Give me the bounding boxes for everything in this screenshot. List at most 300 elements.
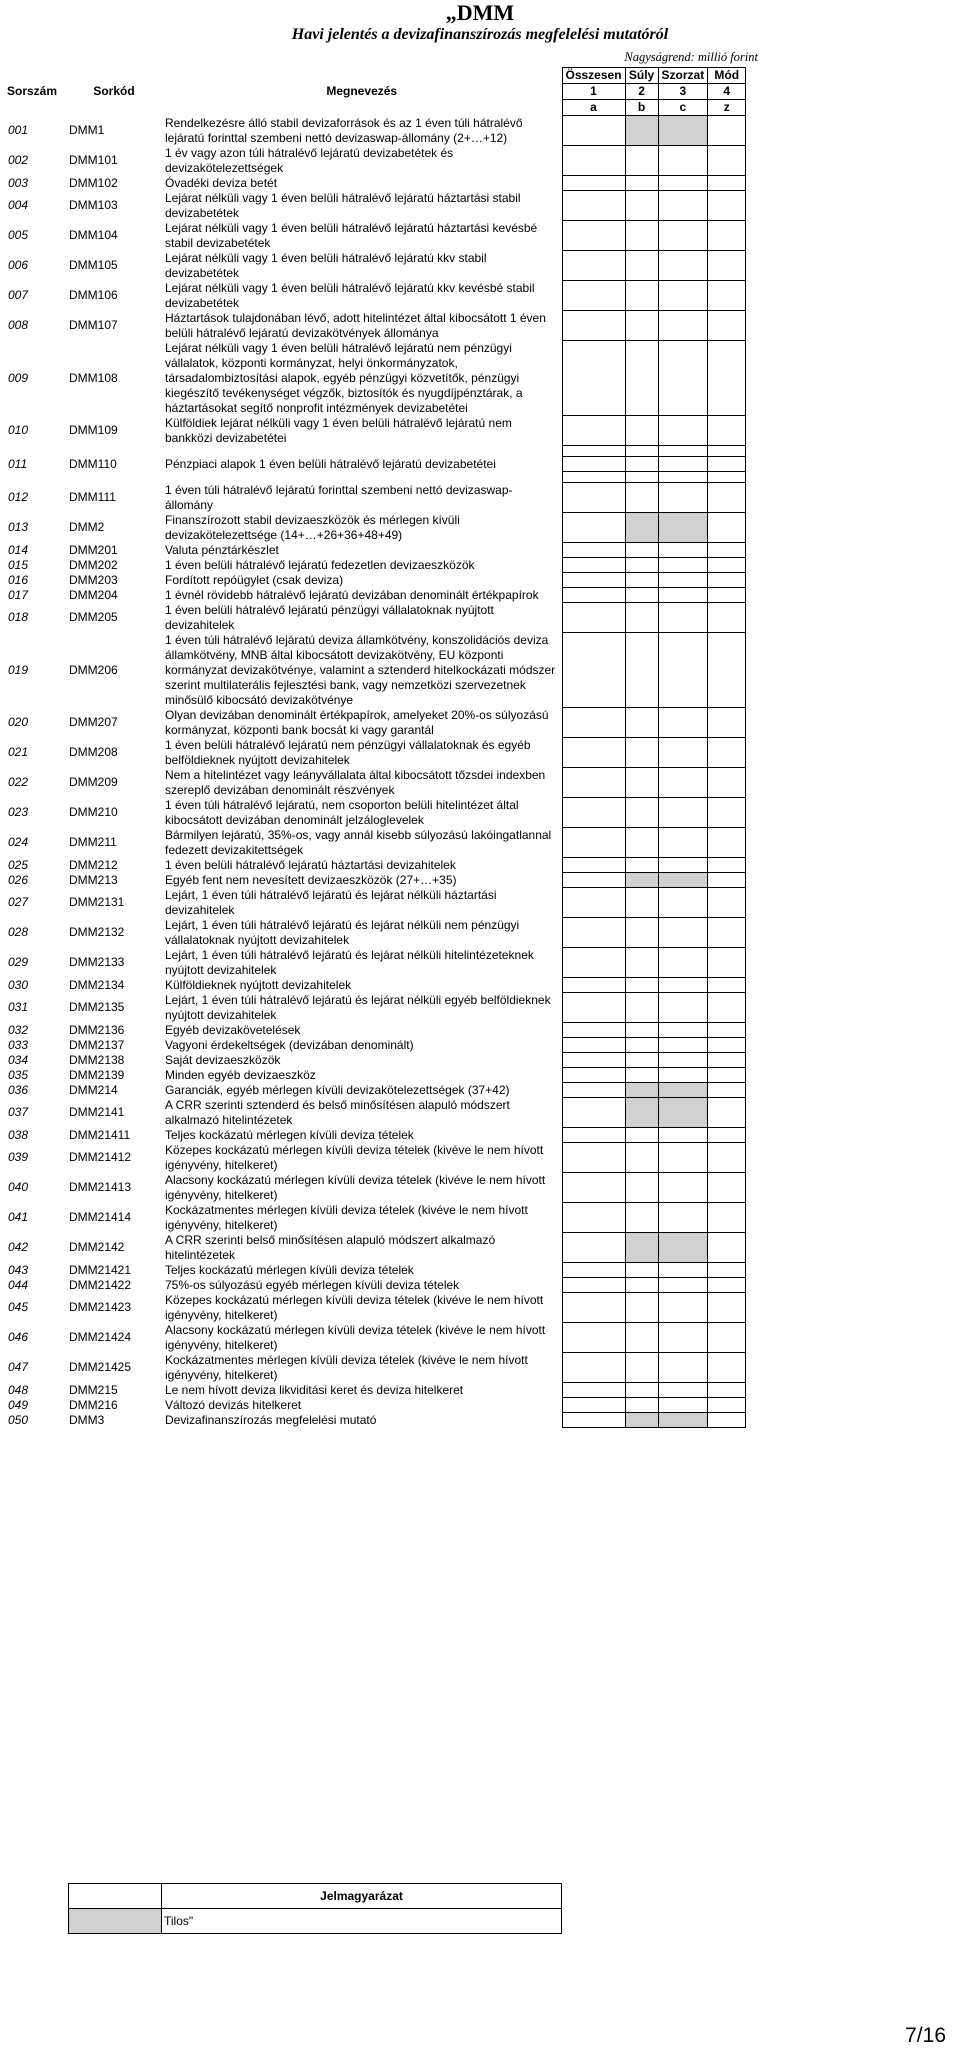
value-cell[interactable]	[625, 558, 658, 573]
row-code: DMM208	[69, 745, 118, 759]
value-cell[interactable]	[625, 1038, 658, 1053]
row-number: 007	[8, 288, 29, 302]
value-cell[interactable]	[658, 738, 708, 768]
row-code: DMM2138	[69, 1052, 125, 1067]
row-description: 1 éven túli hátralévő lejáratú forinttal szembeni nettó devizaswap-állomány	[165, 482, 513, 512]
table-row	[4, 341, 746, 416]
value-cell[interactable]	[708, 1413, 746, 1428]
value-cell[interactable]	[708, 176, 746, 191]
value-cell[interactable]	[658, 1053, 708, 1068]
table-row	[4, 483, 746, 513]
row-description: Devizafinanszírozás megfelelési mutató	[165, 1412, 377, 1427]
row-number: 045	[8, 1300, 29, 1314]
value-cell	[625, 116, 658, 146]
value-cell[interactable]	[562, 948, 625, 978]
value-cell[interactable]	[625, 948, 658, 978]
row-description: Olyan devizában denominált értékpapírok, amelyeket 20%-os súlyozású kormányzat, központi bank bocsát ki vagy garantál	[165, 707, 549, 737]
value-cell[interactable]	[625, 768, 658, 798]
value-cell[interactable]	[625, 1068, 658, 1083]
value-cell[interactable]	[562, 1413, 625, 1428]
value-cell[interactable]	[708, 1398, 746, 1413]
value-cell[interactable]	[708, 513, 746, 543]
value-cell[interactable]	[708, 708, 746, 738]
row-number: 010	[8, 423, 29, 437]
value-cell[interactable]	[562, 993, 625, 1023]
value-cell	[625, 1233, 658, 1263]
value-cell[interactable]	[658, 1398, 708, 1413]
row-description: Alacsony kockázatú mérlegen kívüli deviza tételek (kivéve le nem hívott igényvény, hitelkeret)	[165, 1172, 546, 1202]
value-cell[interactable]	[658, 1353, 708, 1383]
row-code: DMM2131	[69, 895, 125, 909]
row-number: 048	[8, 1382, 29, 1397]
value-cell[interactable]	[708, 633, 746, 708]
value-cell[interactable]	[625, 281, 658, 311]
table-row	[4, 221, 746, 251]
value-cell[interactable]	[625, 1023, 658, 1038]
value-cell[interactable]	[658, 416, 708, 446]
value-cell[interactable]	[658, 543, 708, 558]
value-cell[interactable]	[708, 251, 746, 281]
value-cell[interactable]	[562, 918, 625, 948]
value-cell[interactable]	[625, 191, 658, 221]
value-cell	[658, 116, 708, 146]
row-description: Egyéb devizakövetelések	[165, 1022, 301, 1037]
table-row	[4, 251, 746, 281]
value-cell[interactable]	[658, 993, 708, 1023]
row-code: DMM1	[69, 123, 105, 137]
row-number: 008	[8, 318, 29, 332]
col-letter-b: b	[625, 100, 658, 116]
value-cell[interactable]	[658, 191, 708, 221]
table-row	[4, 1263, 746, 1278]
row-code: DMM107	[69, 318, 118, 332]
value-cell[interactable]	[708, 146, 746, 176]
value-cell[interactable]	[625, 798, 658, 828]
value-cell[interactable]	[562, 311, 625, 341]
value-cell[interactable]	[562, 1143, 625, 1173]
row-code: DMM104	[69, 228, 118, 242]
value-cell[interactable]	[708, 1053, 746, 1068]
row-description: Közepes kockázatú mérlegen kívüli deviza tételek (kivéve le nem hívott igényvény, hitelkeret)	[165, 1292, 544, 1322]
value-cell[interactable]	[562, 1068, 625, 1083]
value-cell[interactable]	[658, 341, 708, 416]
value-cell[interactable]	[708, 1278, 746, 1293]
row-number: 047	[8, 1360, 29, 1374]
value-cell[interactable]	[658, 1143, 708, 1173]
table-row	[4, 1233, 746, 1263]
table-row	[4, 858, 746, 873]
value-cell[interactable]	[708, 558, 746, 573]
value-cell[interactable]	[625, 221, 658, 251]
row-code: DMM2134	[69, 977, 125, 992]
legend-gray-swatch	[69, 1909, 162, 1934]
value-cell[interactable]	[708, 1263, 746, 1278]
value-cell[interactable]	[562, 543, 625, 558]
value-cell[interactable]	[708, 1098, 746, 1128]
col-header-suly: Súly	[625, 68, 658, 84]
value-cell[interactable]	[708, 1233, 746, 1263]
row-description: 1 év vagy azon túli hátralévő lejáratú devizabetétek és devizakötelezettségek	[165, 145, 454, 175]
value-cell[interactable]	[708, 1083, 746, 1098]
value-cell[interactable]	[625, 738, 658, 768]
value-cell[interactable]	[562, 1398, 625, 1413]
value-cell[interactable]	[562, 1323, 625, 1353]
value-cell[interactable]	[658, 798, 708, 828]
value-cell[interactable]	[625, 483, 658, 513]
value-cell[interactable]	[562, 1233, 625, 1263]
value-cell[interactable]	[562, 1173, 625, 1203]
value-cell[interactable]	[625, 828, 658, 858]
value-cell[interactable]	[562, 828, 625, 858]
value-cell[interactable]	[658, 918, 708, 948]
value-cell[interactable]	[562, 1083, 625, 1098]
value-cell[interactable]	[562, 457, 625, 472]
value-cell[interactable]	[562, 573, 625, 588]
value-cell[interactable]	[658, 888, 708, 918]
row-code: DMM201	[69, 542, 118, 557]
value-cell[interactable]	[708, 1173, 746, 1203]
value-cell[interactable]	[708, 768, 746, 798]
value-cell[interactable]	[625, 1128, 658, 1143]
value-cell[interactable]	[562, 1293, 625, 1323]
value-cell[interactable]	[562, 888, 625, 918]
table-row	[4, 798, 746, 828]
row-code: DMM206	[69, 662, 118, 677]
value-cell[interactable]	[625, 633, 658, 708]
row-description: Lejárt, 1 éven túli hátralévő lejáratú és lejárat nélküli háztartási devizahitelek	[165, 887, 497, 917]
value-cell[interactable]	[708, 978, 746, 993]
col-header-szorzat: Szorzat	[658, 68, 708, 84]
value-cell[interactable]	[658, 221, 708, 251]
row-number: 049	[8, 1397, 29, 1412]
value-cell[interactable]	[625, 708, 658, 738]
value-cell[interactable]	[625, 251, 658, 281]
value-cell[interactable]	[625, 543, 658, 558]
value-cell[interactable]	[658, 603, 708, 633]
table-row	[4, 768, 746, 798]
row-number: 030	[8, 977, 29, 992]
row-number: 006	[8, 258, 29, 272]
value-cell[interactable]	[625, 1173, 658, 1203]
value-cell[interactable]	[562, 1263, 625, 1278]
header-row-top	[4, 68, 746, 84]
row-code: DMM2133	[69, 955, 125, 969]
page-number: 7/16	[905, 2024, 946, 2047]
value-cell[interactable]	[625, 457, 658, 472]
value-cell[interactable]	[625, 311, 658, 341]
value-cell[interactable]	[625, 1353, 658, 1383]
row-number: 002	[8, 153, 29, 167]
value-cell[interactable]	[708, 798, 746, 828]
value-cell[interactable]	[562, 708, 625, 738]
row-description: Lejárat nélküli vagy 1 éven belüli hátralévő lejáratú háztartási kevésbé stabil devizabetétek	[165, 220, 538, 250]
value-cell[interactable]	[708, 191, 746, 221]
table-row	[4, 1353, 746, 1383]
value-cell[interactable]	[625, 1278, 658, 1293]
value-cell[interactable]	[625, 1143, 658, 1173]
value-cell[interactable]	[625, 1383, 658, 1398]
value-cell[interactable]	[658, 978, 708, 993]
value-cell[interactable]	[708, 828, 746, 858]
row-code: DMM21413	[69, 1180, 132, 1194]
value-cell[interactable]	[625, 858, 658, 873]
value-cell[interactable]	[708, 543, 746, 558]
row-description: Lejárt, 1 éven túli hátralévő lejáratú és lejárat nélküli egyéb belföldieknek nyújtott devizahitelek	[165, 992, 551, 1022]
value-cell[interactable]	[708, 948, 746, 978]
value-cell[interactable]	[562, 1353, 625, 1383]
value-cell[interactable]	[658, 483, 708, 513]
value-cell[interactable]	[708, 116, 746, 146]
row-number: 013	[8, 520, 29, 534]
value-cell[interactable]	[658, 1293, 708, 1323]
value-cell[interactable]	[708, 457, 746, 472]
col-letter-a: a	[562, 100, 625, 116]
row-code: DMM3	[69, 1412, 105, 1427]
row-description: Pénzpiaci alapok 1 éven belüli hátralévő lejáratú devizabetétei	[165, 456, 496, 471]
value-cell[interactable]	[625, 993, 658, 1023]
value-cell[interactable]	[658, 281, 708, 311]
value-cell[interactable]	[562, 858, 625, 873]
col-header-megnevezes: Megnevezés	[326, 84, 398, 98]
value-cell[interactable]	[708, 281, 746, 311]
table-row	[4, 176, 746, 191]
row-description: Minden egyéb devizaeszköz	[165, 1067, 316, 1082]
value-cell[interactable]	[562, 191, 625, 221]
value-cell[interactable]	[562, 176, 625, 191]
value-cell[interactable]	[708, 1293, 746, 1323]
value-cell[interactable]	[658, 457, 708, 472]
value-cell[interactable]	[562, 558, 625, 573]
value-cell[interactable]	[562, 738, 625, 768]
row-code: DMM105	[69, 258, 118, 272]
value-cell[interactable]	[562, 416, 625, 446]
row-number: 009	[8, 370, 29, 385]
row-number: 011	[8, 456, 28, 471]
row-description: Háztartások tulajdonában lévő, adott hitelintézet által kibocsátott 1 éven belüli hátralévő lejáratú devizakötvények állománya	[165, 310, 546, 340]
value-cell[interactable]	[562, 1053, 625, 1068]
row-description: Lejárat nélküli vagy 1 éven belüli hátralévő lejáratú háztartási stabil devizabetétek	[165, 190, 521, 220]
value-cell[interactable]	[625, 1053, 658, 1068]
value-cell[interactable]	[658, 1383, 708, 1398]
row-description: Kockázatmentes mérlegen kívüli deviza tételek (kivéve le nem hívott igényvény, hitelkeret)	[165, 1202, 528, 1232]
value-cell[interactable]	[658, 146, 708, 176]
value-cell[interactable]	[625, 918, 658, 948]
value-cell[interactable]	[658, 768, 708, 798]
value-cell[interactable]	[562, 1203, 625, 1233]
value-cell[interactable]	[625, 588, 658, 603]
row-description: 1 éven belüli hátralévő lejáratú nem pénzügyi vállalatoknak és egyéb belföldieknek nyújtott devizahitelek	[165, 737, 531, 767]
value-cell[interactable]	[658, 1038, 708, 1053]
value-cell[interactable]	[658, 1173, 708, 1203]
row-description: 1 éven túli hátralévő lejáratú deviza államkötvény, konszolidációs deviza államkötvény, MNB által kibocsátott devizakötvény, EU központi kormányzat devizakötvénye, valamint a sztenderd hitelkockázati módszer szerint multilaterális fejlesztési bank, vagy nemzetközi szervezetnek minősülő kibocsátó devizakötvénye	[165, 632, 556, 707]
value-cell[interactable]	[708, 573, 746, 588]
value-cell[interactable]	[658, 1323, 708, 1353]
value-cell[interactable]	[625, 603, 658, 633]
row-description: Lejárat nélküli vagy 1 éven belüli hátralévő lejáratú kkv stabil devizabetétek	[165, 250, 487, 280]
value-cell[interactable]	[658, 573, 708, 588]
value-cell[interactable]	[708, 1353, 746, 1383]
value-cell[interactable]	[658, 1203, 708, 1233]
row-number: 023	[8, 805, 29, 819]
row-description: Lejárat nélküli vagy 1 éven belüli hátralévő lejáratú nem pénzügyi vállalatok, központi kormányzat, helyi önkormányzatok, társadalombiztosítási alapok, egyéb pénzügyi közvetítők, pénzügyi kiegészítő tevékenységet végzők, biztosítók és nyugdíjpénztárak, a háztartásokat segítő nonprofit intézmények devizabetétei	[165, 340, 523, 415]
table-row	[4, 1323, 746, 1353]
row-code: DMM205	[69, 610, 118, 624]
row-number: 032	[8, 1022, 29, 1037]
value-cell[interactable]	[625, 1323, 658, 1353]
value-cell[interactable]	[658, 588, 708, 603]
row-description: Fordított repóügylet (csak deviza)	[165, 572, 344, 587]
table-row	[4, 1068, 746, 1083]
row-number: 037	[8, 1105, 29, 1119]
value-cell[interactable]	[562, 1038, 625, 1053]
value-cell[interactable]	[658, 1068, 708, 1083]
row-code: DMM203	[69, 572, 118, 587]
row-code: DMM21421	[69, 1262, 132, 1277]
row-number: 004	[8, 198, 29, 212]
value-cell[interactable]	[562, 251, 625, 281]
row-code: DMM21425	[69, 1360, 132, 1374]
value-cell[interactable]	[562, 978, 625, 993]
table-row	[4, 513, 746, 543]
value-cell[interactable]	[658, 251, 708, 281]
row-number: 033	[8, 1037, 29, 1052]
row-number: 038	[8, 1127, 29, 1142]
value-cell[interactable]	[708, 603, 746, 633]
value-cell[interactable]	[562, 798, 625, 828]
col-number-3: 3	[658, 84, 708, 100]
value-cell[interactable]	[625, 978, 658, 993]
value-cell[interactable]	[658, 1128, 708, 1143]
table-row	[4, 146, 746, 176]
value-cell[interactable]	[625, 1293, 658, 1323]
value-cell[interactable]	[708, 738, 746, 768]
row-description: Le nem hívott deviza likviditási keret és deviza hitelkeret	[165, 1382, 464, 1397]
row-description: Teljes kockázatú mérlegen kívüli deviza tételek	[165, 1127, 414, 1142]
value-cell[interactable]	[562, 1098, 625, 1128]
value-cell[interactable]	[708, 1203, 746, 1233]
value-cell[interactable]	[625, 416, 658, 446]
value-cell[interactable]	[562, 1278, 625, 1293]
value-cell[interactable]	[625, 1203, 658, 1233]
value-cell[interactable]	[562, 341, 625, 416]
value-cell[interactable]	[625, 1263, 658, 1278]
value-cell[interactable]	[562, 603, 625, 633]
col-letter-z: z	[708, 100, 746, 116]
row-code: DMM212	[69, 857, 118, 872]
row-description: 1 éven túli hátralévő lejáratú, nem csoporton belüli hitelintézet által kibocsátott devizában denominált jelzáloglevelek	[165, 797, 519, 827]
row-description: Egyéb fent nem nevesített devizaeszközök (27+…+35)	[165, 872, 457, 887]
value-cell[interactable]	[708, 1383, 746, 1398]
value-cell[interactable]	[708, 416, 746, 446]
value-cell[interactable]	[708, 1323, 746, 1353]
row-code: DMM21411	[69, 1127, 131, 1142]
row-code: DMM2137	[69, 1037, 125, 1052]
value-cell[interactable]	[562, 116, 625, 146]
value-cell[interactable]	[562, 483, 625, 513]
value-cell[interactable]	[562, 1383, 625, 1398]
value-cell[interactable]	[708, 873, 746, 888]
value-cell[interactable]	[708, 341, 746, 416]
value-cell[interactable]	[625, 573, 658, 588]
value-cell[interactable]	[658, 633, 708, 708]
value-cell[interactable]	[625, 888, 658, 918]
value-cell[interactable]	[625, 176, 658, 191]
row-description: Változó devizás hitelkeret	[165, 1397, 302, 1412]
value-cell[interactable]	[708, 918, 746, 948]
value-cell[interactable]	[562, 513, 625, 543]
value-cell[interactable]	[562, 221, 625, 251]
row-description: 1 éven belüli hátralévő lejáratú háztartási devizahitelek	[165, 857, 456, 872]
table-row	[4, 1293, 746, 1323]
value-cell[interactable]	[658, 1278, 708, 1293]
value-cell[interactable]	[708, 1143, 746, 1173]
value-cell[interactable]	[708, 888, 746, 918]
table-row	[4, 311, 746, 341]
row-description: A CRR szerinti sztenderd és belső minősítésen alapuló módszert alkalmazó hitelintézetek	[165, 1097, 510, 1127]
value-cell[interactable]	[708, 993, 746, 1023]
value-cell[interactable]	[562, 1023, 625, 1038]
row-description: Bármilyen lejáratú, 35%-os, vagy annál kisebb súlyozású lakóingatlannal fedezett devizakitettségek	[165, 827, 552, 857]
value-cell[interactable]	[562, 873, 625, 888]
value-cell[interactable]	[562, 281, 625, 311]
value-cell[interactable]	[708, 483, 746, 513]
row-number: 012	[8, 490, 29, 504]
table-row	[4, 948, 746, 978]
value-cell[interactable]	[625, 341, 658, 416]
value-cell[interactable]	[658, 1263, 708, 1278]
value-cell[interactable]	[562, 768, 625, 798]
table-row	[4, 888, 746, 918]
row-number: 016	[8, 572, 29, 587]
value-cell[interactable]	[658, 948, 708, 978]
row-description: Kockázatmentes mérlegen kívüli deviza tételek (kivéve le nem hívott igényvény, hitelkeret)	[165, 1352, 528, 1382]
table-row	[4, 1203, 746, 1233]
value-cell[interactable]	[658, 858, 708, 873]
value-cell[interactable]	[708, 588, 746, 603]
table-row	[4, 993, 746, 1023]
value-cell[interactable]	[708, 1023, 746, 1038]
value-cell[interactable]	[708, 221, 746, 251]
table-row	[4, 708, 746, 738]
row-number: 024	[8, 835, 29, 849]
value-cell[interactable]	[658, 558, 708, 573]
value-cell[interactable]	[562, 633, 625, 708]
value-cell[interactable]	[708, 1068, 746, 1083]
row-number: 028	[8, 925, 29, 939]
value-cell[interactable]	[562, 146, 625, 176]
value-cell[interactable]	[625, 1398, 658, 1413]
value-cell[interactable]	[562, 588, 625, 603]
value-cell[interactable]	[658, 828, 708, 858]
row-code: DMM108	[69, 370, 118, 385]
value-cell[interactable]	[708, 858, 746, 873]
value-cell[interactable]	[708, 311, 746, 341]
value-cell[interactable]	[658, 311, 708, 341]
legend-table	[68, 1883, 562, 1934]
value-cell[interactable]	[708, 1128, 746, 1143]
row-code: DMM21423	[69, 1300, 132, 1314]
value-cell[interactable]	[658, 708, 708, 738]
row-description: Vagyoni érdekeltségek (devizában denominált)	[165, 1037, 414, 1052]
row-description: Finanszírozott stabil devizaeszközök és mérlegen kívüli devizakötelezettsége (14+…+26+36+48+49)	[165, 512, 460, 542]
value-cell[interactable]	[562, 1128, 625, 1143]
value-cell[interactable]	[658, 176, 708, 191]
row-description: Saját devizaeszközök	[165, 1052, 281, 1067]
col-number-4: 4	[708, 84, 746, 100]
value-cell[interactable]	[708, 1038, 746, 1053]
value-cell[interactable]	[625, 146, 658, 176]
value-cell[interactable]	[658, 1023, 708, 1038]
